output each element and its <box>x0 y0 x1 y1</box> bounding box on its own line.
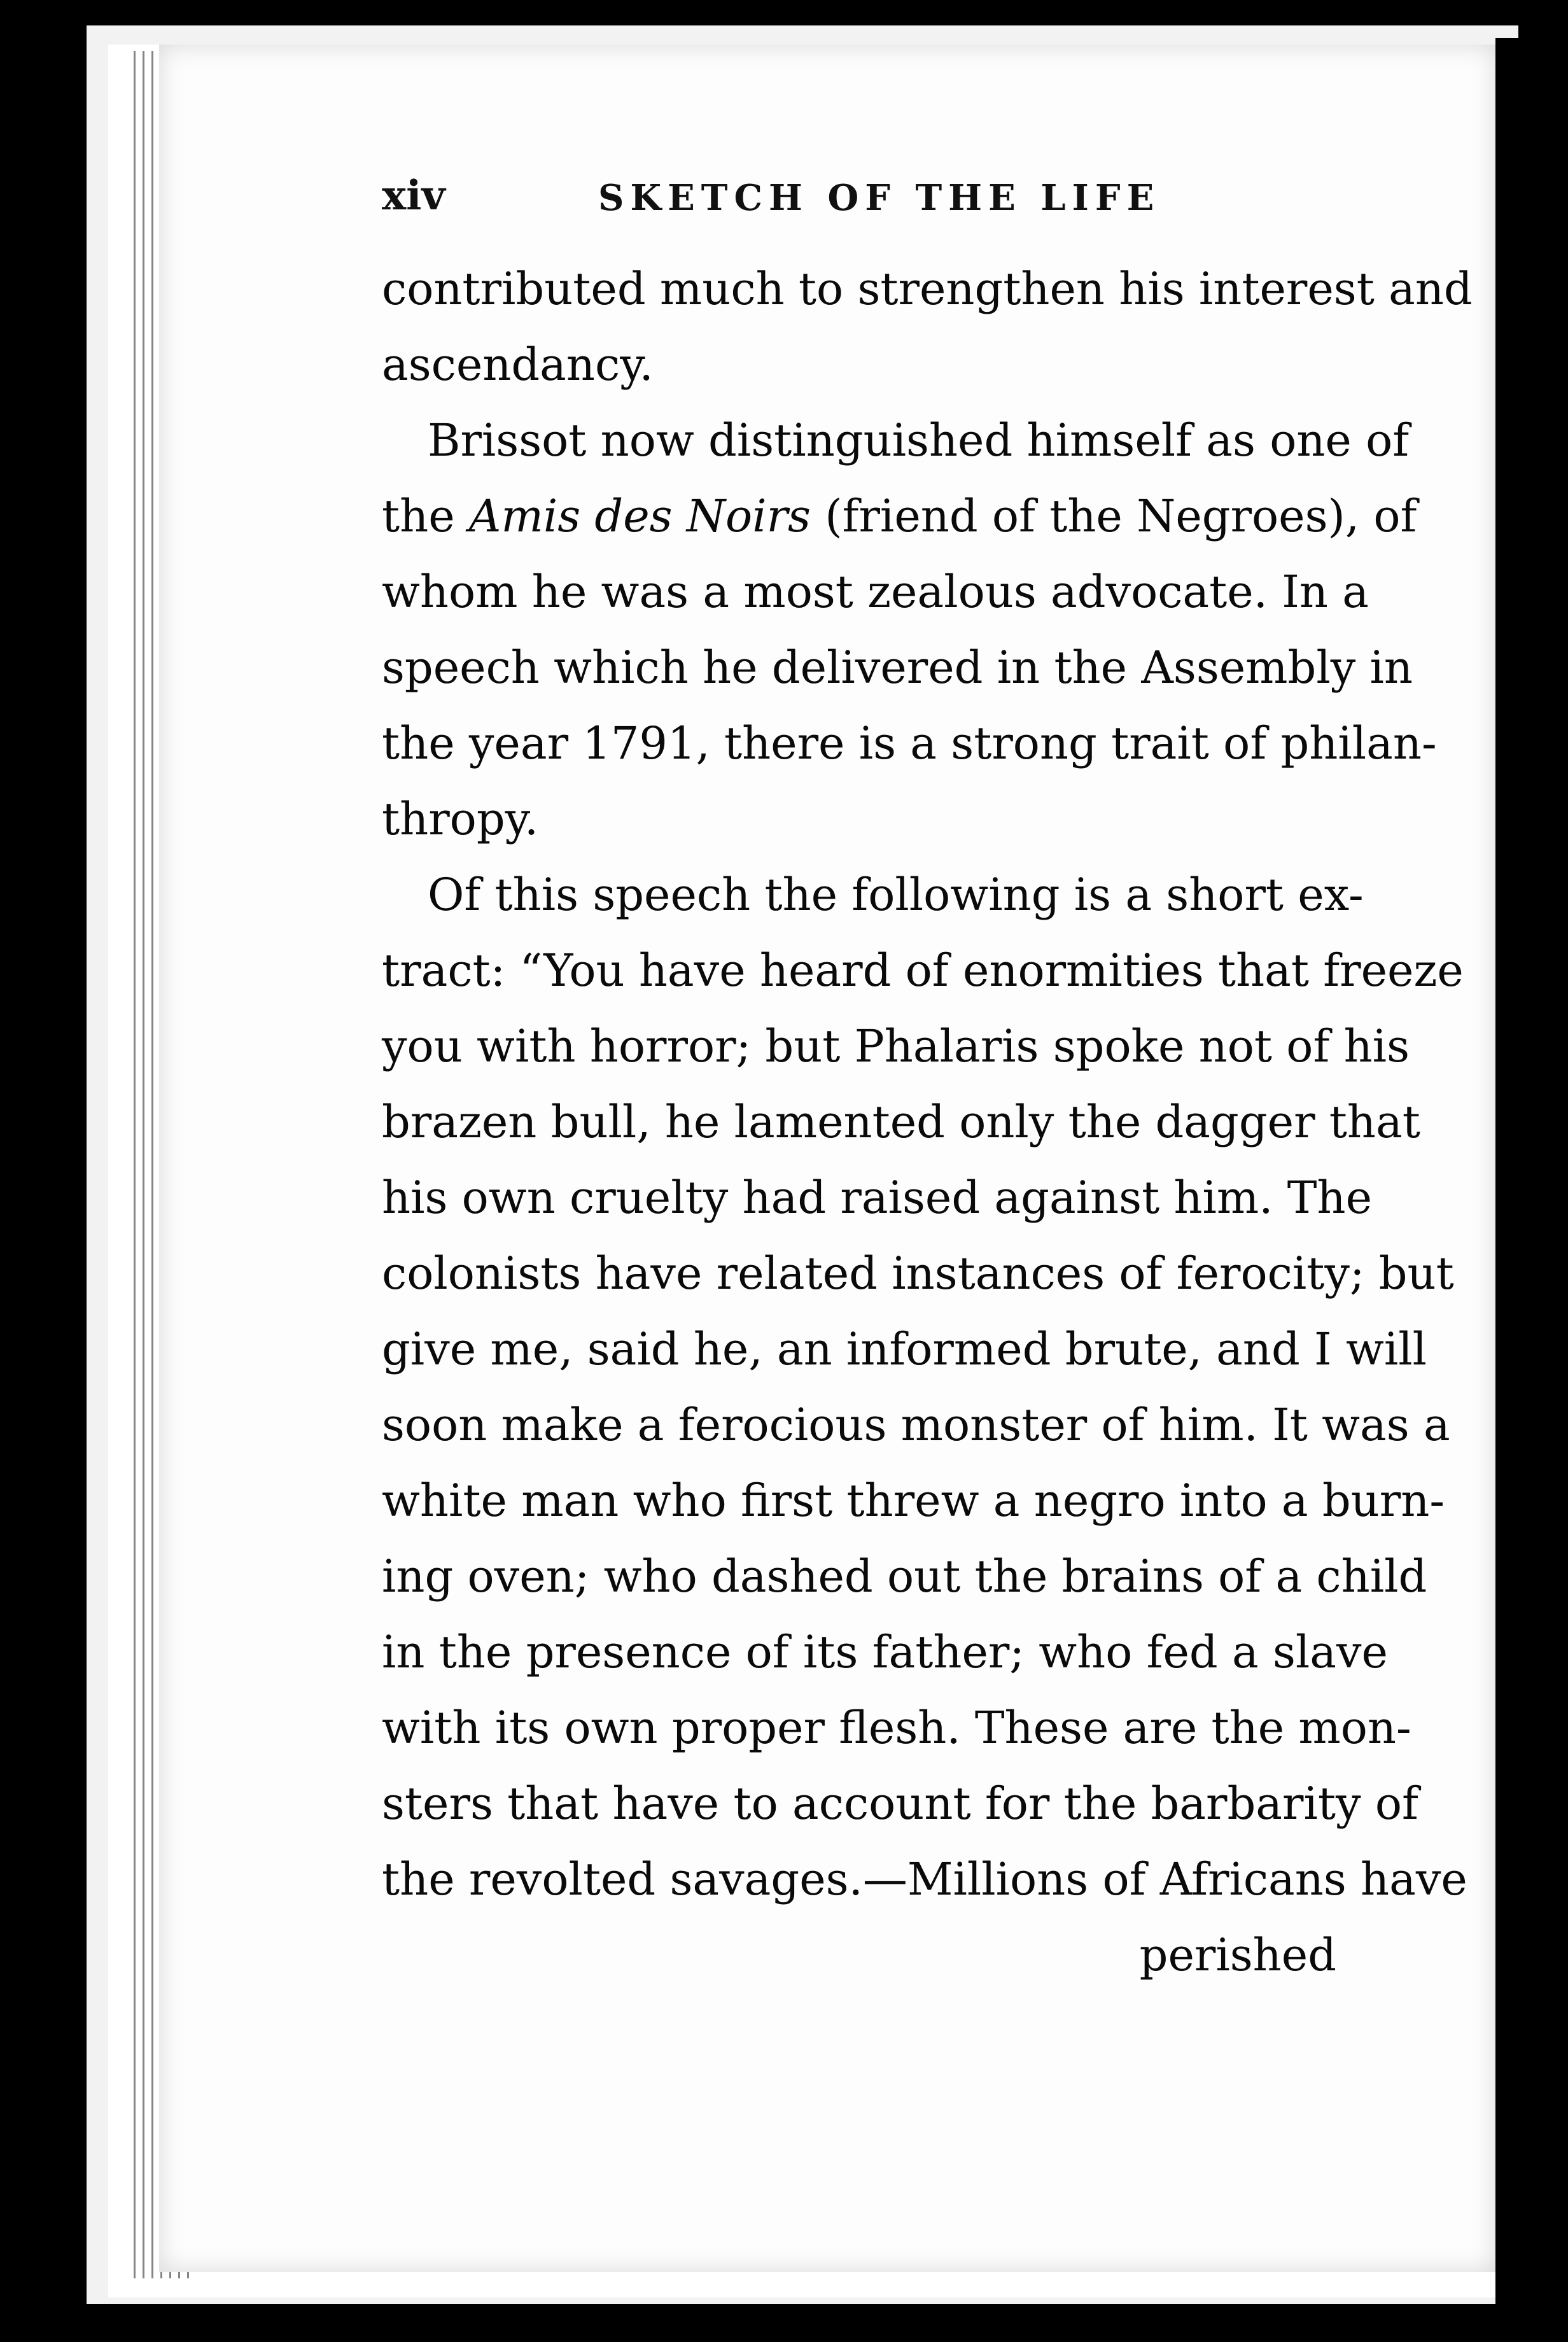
text-line: white man who first threw a negro into a burn- <box>382 1475 1445 1527</box>
text-line: his own cruelty had raised against him. The <box>382 1172 1372 1224</box>
body-text <box>382 251 1473 1993</box>
text-line: whom he was a most zealous advocate. In a <box>382 566 1369 618</box>
text-line: contributed much to strengthen his interest and <box>382 263 1473 315</box>
text-line: you with horror; but Phalaris spoke not of his <box>382 1020 1410 1072</box>
text-line: tract: “You have heard of enormities that freeze <box>382 944 1464 997</box>
paragraph-start-line: Brissot now distinguished himself as one of <box>428 414 1410 466</box>
text-line-with-italic <box>382 479 1417 554</box>
page-number: xiv <box>382 172 445 220</box>
page-header <box>382 172 1375 229</box>
text-line: speech which he delivered in the Assembly in <box>382 642 1413 694</box>
text-fragment: the <box>382 490 455 542</box>
italic-term: Amis des Noirs <box>468 490 811 542</box>
running-title: SKETCH OF THE LIFE <box>598 177 1161 219</box>
text-line: give me, said he, an informed brute, and I will <box>382 1323 1427 1375</box>
text-line: thropy. <box>382 793 539 845</box>
text-line: colonists have related instances of ferocity; but <box>382 1247 1454 1300</box>
text-line: ascendancy. <box>382 339 654 391</box>
text-line: with its own proper flesh. These are the mon- <box>382 1702 1411 1754</box>
text-line: the revolted savages.—Millions of Africans have <box>382 1853 1467 1905</box>
text-line: the year 1791, there is a strong trait of philan- <box>382 717 1437 769</box>
text-line: in the presence of its father; who fed a slave <box>382 1626 1388 1678</box>
text-line: soon make a ferocious monster of him. It was a <box>382 1399 1450 1451</box>
text-line: brazen bull, he lamented only the dagger that <box>382 1096 1420 1148</box>
text-fragment: (friend of the Negroes), of <box>825 490 1417 542</box>
scan-border <box>1495 38 1568 2304</box>
catchword: perished <box>1139 1929 1336 1981</box>
paragraph-start-line: Of this speech the following is a short ex- <box>428 869 1364 921</box>
text-line: sters that have to account for the barbarity of <box>382 1778 1418 1830</box>
text-line: ing oven; who dashed out the brains of a child <box>382 1550 1427 1602</box>
